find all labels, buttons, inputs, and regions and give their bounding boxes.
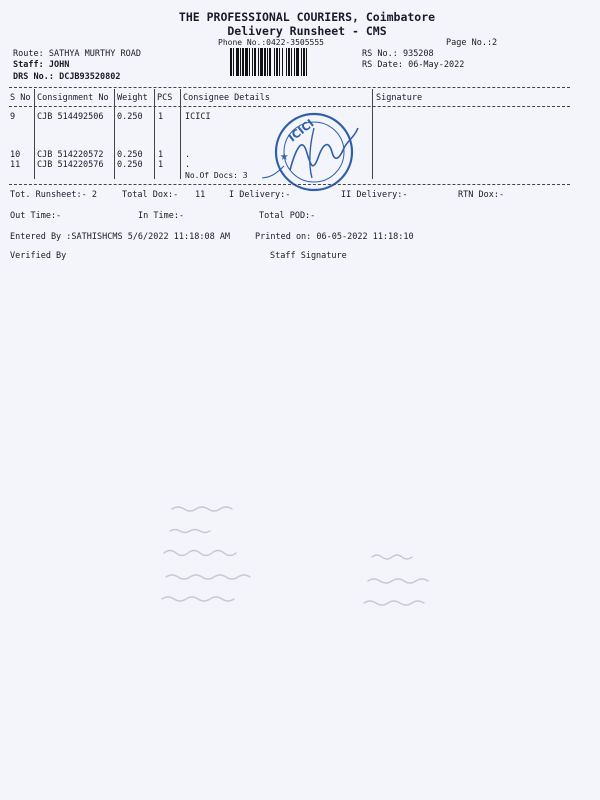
row-consignee: . xyxy=(185,160,191,170)
drs-label: DRS No.: xyxy=(13,72,54,82)
bleed-through-marks xyxy=(150,495,450,615)
staff-line xyxy=(13,60,69,70)
route-label: Route: xyxy=(13,49,44,59)
route-line xyxy=(13,49,141,59)
table-bottom-rule xyxy=(9,184,570,185)
row-consignment: CJB 514220572 xyxy=(37,150,104,160)
no-of-docs: No.Of Docs: 3 xyxy=(185,171,248,180)
row-pcs: 1 xyxy=(158,112,164,122)
row-weight: 0.250 xyxy=(117,112,143,122)
row-sno: 10 xyxy=(10,150,21,160)
in-time: In Time:- xyxy=(138,211,185,221)
svg-text:★: ★ xyxy=(280,148,289,164)
col-header-weight: Weight xyxy=(117,93,148,103)
verified-by: Verified By xyxy=(10,251,67,261)
row-consignee: ICICI xyxy=(185,112,211,122)
total-dox-value: 11 xyxy=(195,190,206,200)
row-consignee: . xyxy=(185,150,191,160)
rs-no-label: RS No.: xyxy=(362,49,398,59)
row-consignment: CJB 514220576 xyxy=(37,160,104,170)
col-header-signature: Signature xyxy=(376,93,423,103)
route-value: SATHYA MURTHY ROAD xyxy=(48,49,141,59)
drs-line xyxy=(13,72,121,82)
rs-date-line xyxy=(362,60,464,70)
row-weight: 0.250 xyxy=(117,160,143,170)
row-consignment: CJB 514492506 xyxy=(37,112,104,122)
document-title: Delivery Runsheet - CMS xyxy=(227,24,387,38)
barcode-bar xyxy=(307,48,308,76)
total-pod: Total POD:- xyxy=(259,211,316,221)
staff-label: Staff: xyxy=(13,60,44,70)
staff-value: JOHN xyxy=(48,60,70,70)
col-divider xyxy=(154,89,155,179)
col-header-consignee: Consignee Details xyxy=(183,93,270,103)
total-dox-label: Total Dox:- xyxy=(122,190,179,200)
row-sno: 9 xyxy=(10,112,16,122)
table-top-rule xyxy=(9,87,570,88)
rs-date-label: RS Date: xyxy=(362,60,403,70)
staff-signature: Staff Signature xyxy=(270,251,347,261)
row-pcs: 1 xyxy=(158,160,164,170)
i-delivery: I Delivery:- xyxy=(229,190,291,200)
entered-by: Entered By :SATHISHCMS 5/6/2022 11:18:08 AM xyxy=(10,232,231,242)
page-number: Page No.:2 xyxy=(446,38,498,48)
row-weight: 0.250 xyxy=(117,150,143,160)
col-header-pcs: PCS xyxy=(157,93,173,103)
rs-no-value: 935208 xyxy=(402,49,434,59)
rtn-dox: RTN Dox:- xyxy=(458,190,505,200)
col-divider xyxy=(372,89,373,179)
phone-number: Phone No.:0422-3505555 xyxy=(218,38,324,47)
rs-no-line xyxy=(362,49,434,59)
col-divider xyxy=(34,89,35,179)
row-pcs: 1 xyxy=(158,150,164,160)
drs-value: DCJB93520802 xyxy=(59,72,121,82)
total-runsheet: Tot. Runsheet:- 2 xyxy=(10,190,97,200)
col-header-sno: S No xyxy=(10,93,31,103)
col-divider xyxy=(114,89,115,179)
stamp-text: ICICI xyxy=(286,116,317,145)
table-header-rule xyxy=(9,106,570,107)
company-title: THE PROFESSIONAL COURIERS, Coimbatore xyxy=(178,10,436,24)
barcode xyxy=(230,48,336,76)
ii-delivery: II Delivery:- xyxy=(341,190,408,200)
col-header-consignment: Consignment No xyxy=(37,93,109,103)
printed-on: Printed on: 06-05-2022 11:18:10 xyxy=(255,232,414,242)
col-divider xyxy=(180,89,181,179)
out-time: Out Time:- xyxy=(10,211,62,221)
rs-date-value: 06-May-2022 xyxy=(408,60,465,70)
row-sno: 11 xyxy=(10,160,21,170)
